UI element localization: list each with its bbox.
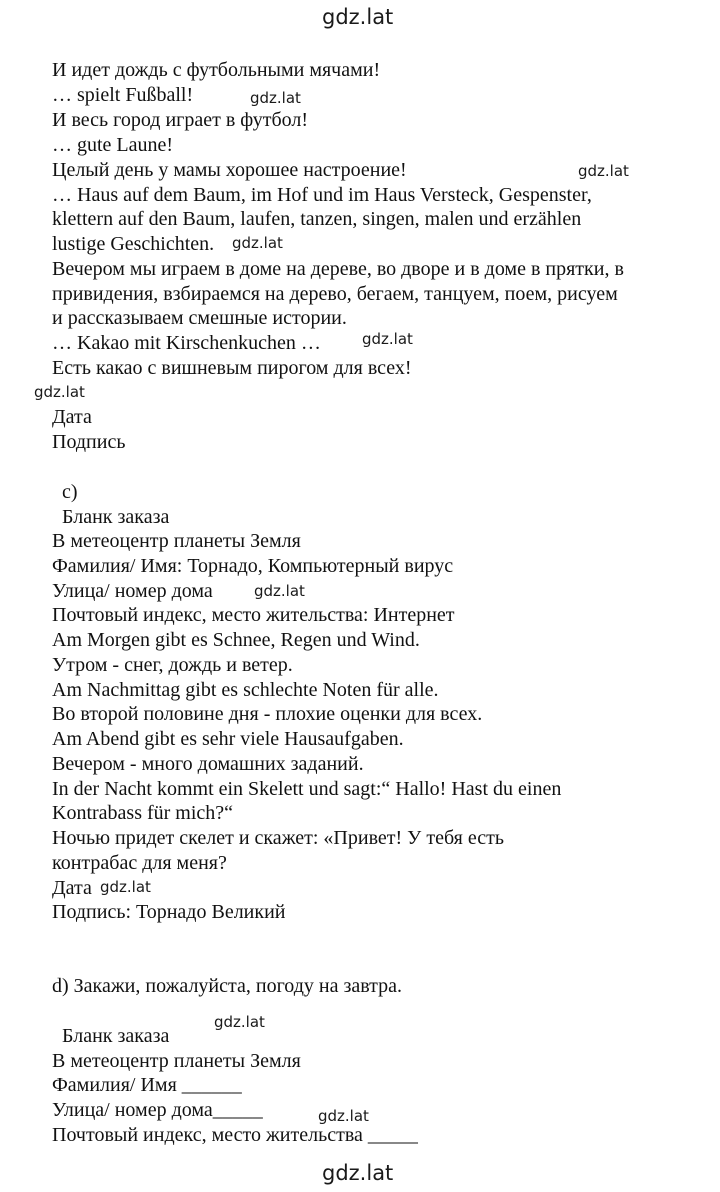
text-line: Утром - снег, дождь и ветер. [52,654,293,676]
date-label: Дата [52,877,92,899]
text-line: Am Morgen gibt es Schnee, Regen und Wind. [52,629,420,651]
text-line: Улица/ номер дома [52,580,213,602]
watermark-text: gdz.lat [34,383,85,401]
watermark-text: gdz.lat [214,1013,265,1031]
text-line: Am Nachmittag gibt es schlechte Noten für alle. [52,679,439,701]
text-line: Am Abend gibt es sehr viele Hausaufgaben. [52,728,404,750]
watermark-text: gdz.lat [578,162,629,180]
watermark-text: gdz.lat [100,878,151,896]
text-line: Ночью придет скелет и скажет: «Привет! У тебя есть [52,827,504,849]
text-line: … gute Laune! [52,134,174,156]
watermark-text: gdz.lat [232,234,283,252]
text-line: … Haus auf dem Baum, im Hof und im Haus Versteck, Gespenster, [52,184,592,206]
form-field-street: Улица/ номер дома_____ [52,1099,263,1121]
text-line: Kontrabass für mich?“ [52,802,234,824]
text-line: … Kakao mit Kirschenkuchen … [52,332,321,354]
date-label: Дата [52,406,92,428]
text-line: привидения, взбираемся на дерево, бегаем, танцуем, поем, рисуем [52,283,618,305]
watermark-text: gdz.lat [362,330,413,348]
form-field-postcode: Почтовый индекс, место жительства _____ [52,1124,418,1146]
text-line: Есть какао с вишневым пирогом для всех! [52,357,412,379]
section-marker: c) [62,481,78,503]
text-line: и рассказываем смешные истории. [52,307,347,329]
text-line: Фамилия/ Имя: Торнадо, Компьютерный вирус [52,555,454,577]
text-line: Вечером мы играем в доме на дереве, во дворе и в доме в прятки, в [52,258,624,280]
form-field-name: Фамилия/ Имя ______ [52,1074,242,1096]
watermark-text: gdz.lat [318,1107,369,1125]
text-line: контрабас для меня? [52,852,227,874]
text-line: В метеоцентр планеты Земля [52,1050,301,1072]
watermark-text: gdz.lat [254,582,305,600]
task-heading: d) Закажи, пожалуйста, погоду на завтра. [52,975,403,997]
signature-label: Подпись [52,431,126,453]
text-line: И весь город играет в футбол! [52,109,309,131]
form-title: Бланк заказа [62,1025,170,1047]
text-line: Во второй половине дня - плохие оценки для всех. [52,703,483,725]
signature-label: Подпись: Торнадо Великий [52,901,286,923]
watermark-text: gdz.lat [250,89,301,107]
text-line: В метеоцентр планеты Земля [52,530,301,552]
header-watermark: gdz.lat [322,5,394,29]
text-line: lustige Geschichten. [52,233,215,255]
text-line: Почтовый индекс, место жительства: Интернет [52,604,455,626]
text-line: … spielt Fußball! [52,84,194,106]
text-line: Вечером - много домашних заданий. [52,753,364,775]
text-line: Целый день у мамы хорошее настроение! [52,159,407,181]
text-line: In der Nacht kommt ein Skelett und sagt:“ Hallo! Hast du einen [52,778,562,800]
text-line: И идет дождь с футбольными мячами! [52,59,381,81]
footer-watermark: gdz.lat [322,1161,394,1185]
form-title: Бланк заказа [62,506,170,528]
text-line: klettern auf den Baum, laufen, tanzen, singen, malen und erzählen [52,208,582,230]
